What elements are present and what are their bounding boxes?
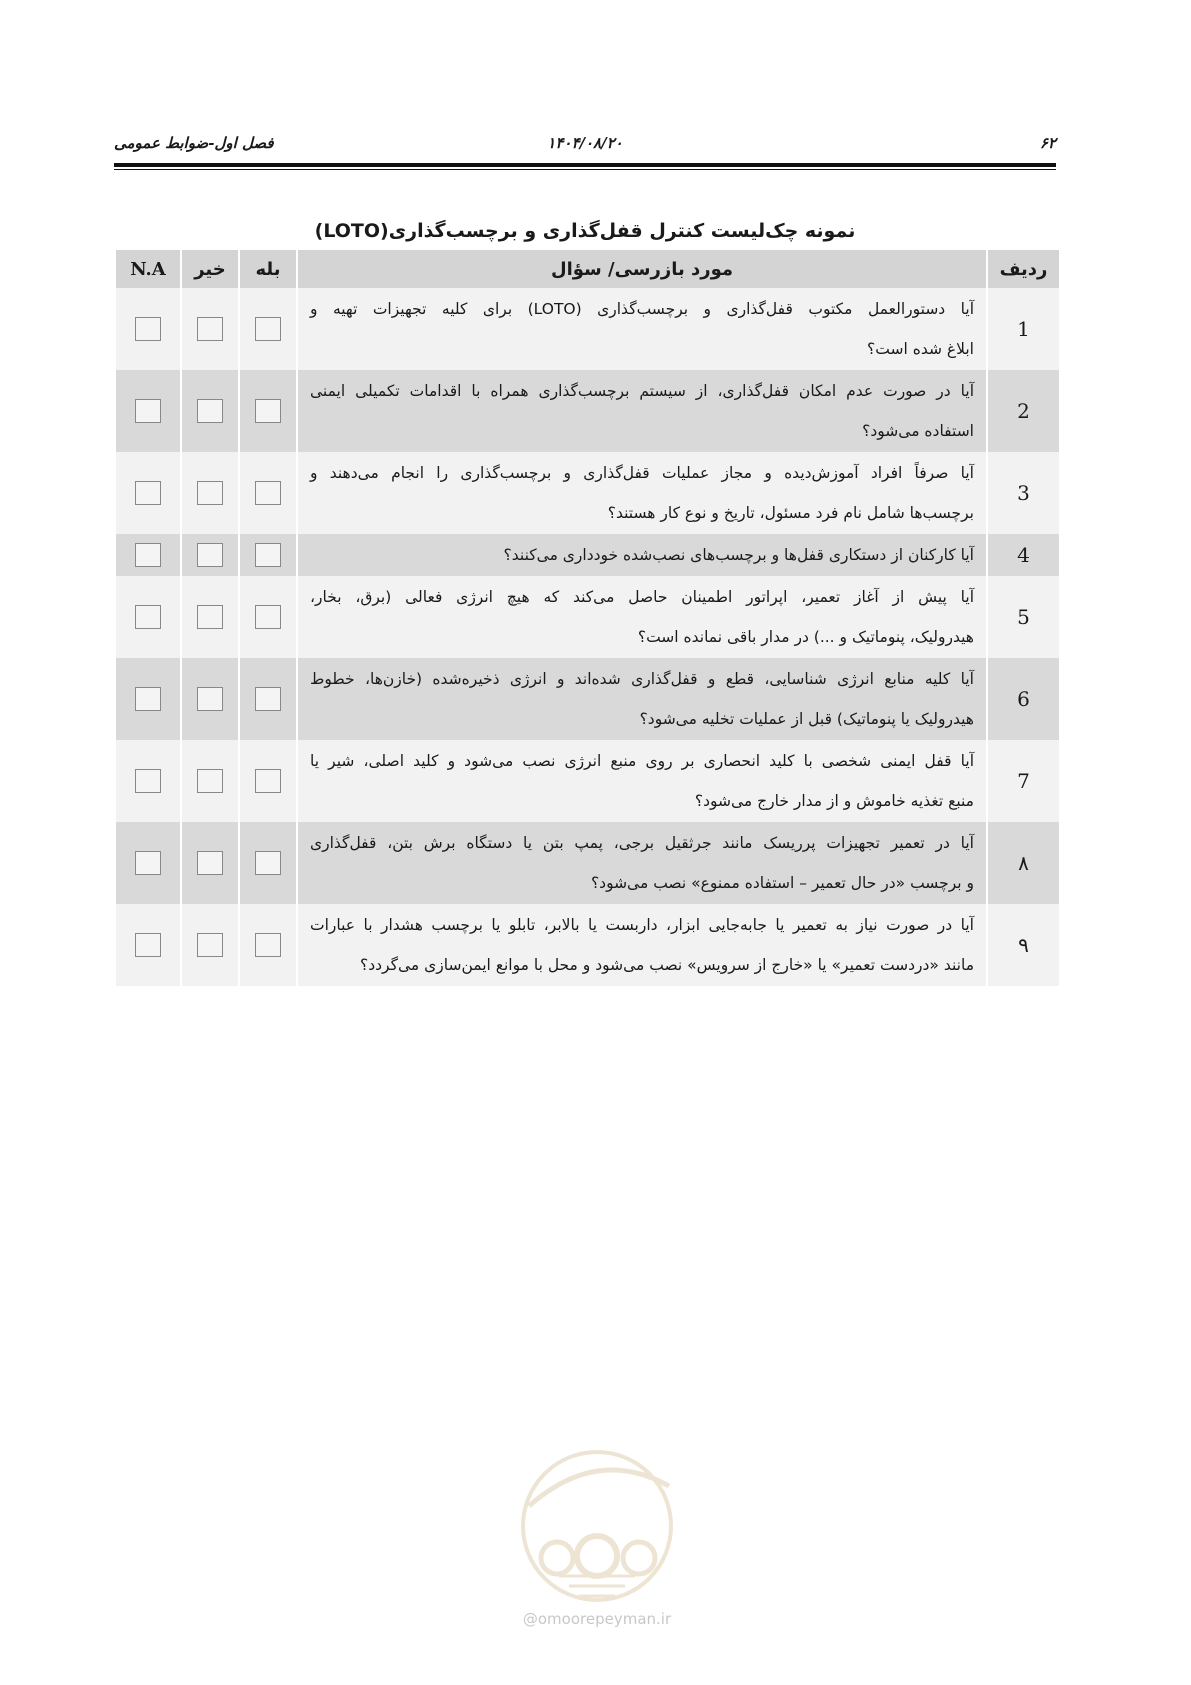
question-text [297, 740, 987, 822]
answer-cell-na [115, 288, 181, 370]
answer-cell-no [181, 904, 239, 986]
row-number: 2 [987, 370, 1059, 452]
table-row [115, 370, 1059, 452]
answer-cell-na [115, 658, 181, 740]
question-line: آیا قفل ایمنی شخصی با کلید انحصاری بر روی منبع انرژی نصب می‌شود و کلید اصلی، شیر یا [310, 752, 974, 770]
question-line: برچسب‌ها شامل نام فرد مسئول، تاریخ و نوع کار هستند؟ [607, 504, 974, 522]
watermark-url: @omoorepeyman.ir [522, 1610, 672, 1628]
row-number: 7 [987, 740, 1059, 822]
row-number: 4 [987, 534, 1059, 576]
table-header-row [115, 250, 1059, 288]
question-line: استفاده می‌شود؟ [862, 422, 974, 440]
checkbox-no[interactable] [197, 317, 223, 341]
table-row [115, 576, 1059, 658]
answer-cell-na [115, 534, 181, 576]
answer-cell-no [181, 534, 239, 576]
row-number: 3 [987, 452, 1059, 534]
checkbox-yes[interactable] [255, 399, 281, 423]
row-number: 6 [987, 658, 1059, 740]
question-line: هیدرولیک، پنوماتیک و ...) در مدار باقی نمانده است؟ [637, 628, 974, 646]
question-line: آیا کارکنان از دستکاری قفل‌ها و برچسب‌های نصب‌شده خودداری می‌کنند؟ [503, 546, 974, 564]
answer-cell-na [115, 740, 181, 822]
question-line: آیا پیش از آغاز تعمیر، اپراتور اطمینان حاصل می‌کند که هیچ انرژی فعالی (برق، بخار، [310, 588, 974, 606]
table-row [115, 822, 1059, 904]
answer-cell-na [115, 904, 181, 986]
col-na: N.A [115, 250, 181, 288]
answer-cell-yes [239, 658, 297, 740]
chapter-title: فصل اول-ضوابط عمومی [114, 134, 274, 152]
table-row [115, 452, 1059, 534]
question-text [297, 452, 987, 534]
checkbox-na[interactable] [135, 543, 161, 567]
question-line: منبع تغذیه خاموش و از مدار خارج می‌شود؟ [694, 792, 974, 810]
checkbox-na[interactable] [135, 933, 161, 957]
answer-cell-no [181, 658, 239, 740]
page-header [114, 126, 1056, 162]
question-line: و برچسب «در حال تعمیر – استفاده ممنوع» نصب می‌شود؟ [590, 874, 974, 892]
question-text [297, 534, 987, 576]
answer-cell-na [115, 452, 181, 534]
question-line: ابلاغ شده است؟ [867, 340, 974, 358]
question-line: هیدرولیک یا پنوماتیک) قبل از عملیات تخلیه می‌شود؟ [639, 710, 974, 728]
checkbox-na[interactable] [135, 687, 161, 711]
checkbox-no[interactable] [197, 481, 223, 505]
answer-cell-no [181, 370, 239, 452]
answer-cell-no [181, 288, 239, 370]
col-yes: بله [239, 250, 297, 288]
answer-cell-yes [239, 452, 297, 534]
checklist-table [114, 250, 1059, 986]
checkbox-no[interactable] [197, 851, 223, 875]
question-text [297, 822, 987, 904]
answer-cell-na [115, 822, 181, 904]
checkbox-yes[interactable] [255, 687, 281, 711]
checkbox-yes[interactable] [255, 851, 281, 875]
table-row [115, 658, 1059, 740]
checkbox-yes[interactable] [255, 605, 281, 629]
table-row [115, 904, 1059, 986]
question-text [297, 658, 987, 740]
question-line: مانند «دردست تعمیر» یا «خارج از سرویس» نصب می‌شود و محل با موانع ایمن‌سازی می‌گردد؟ [360, 956, 974, 974]
checklist-title: نمونه چک‌لیست کنترل قفل‌گذاری و برچسب‌گذاری(LOTO) [314, 220, 856, 242]
question-line: آیا در صورت نیاز به تعمیر یا جابه‌جایی ابزار، داربست یا بالابر، تابلو یا برچسب هشدار با عبارات [310, 916, 974, 934]
checkbox-yes[interactable] [255, 481, 281, 505]
answer-cell-no [181, 740, 239, 822]
checkbox-no[interactable] [197, 543, 223, 567]
checkbox-no[interactable] [197, 933, 223, 957]
page-number: ۶۲ [1039, 134, 1056, 152]
checkbox-na[interactable] [135, 317, 161, 341]
checkbox-na[interactable] [135, 851, 161, 875]
table-row [115, 288, 1059, 370]
checkbox-na[interactable] [135, 481, 161, 505]
table-row [115, 534, 1059, 576]
question-line: آیا در تعمیر تجهیزات پرریسک مانند جرثقیل برجی، پمپ بتن یا دستگاه برش بتن، قفل‌گذاری [310, 834, 974, 852]
checkbox-no[interactable] [197, 605, 223, 629]
question-text [297, 370, 987, 452]
question-text [297, 904, 987, 986]
answer-cell-yes [239, 534, 297, 576]
question-text [297, 288, 987, 370]
row-number: 1 [987, 288, 1059, 370]
answer-cell-no [181, 822, 239, 904]
question-text [297, 576, 987, 658]
answer-cell-yes [239, 740, 297, 822]
question-line: آیا صرفاً افراد آموزش‌دیده و مجاز عملیات قفل‌گذاری و برچسب‌گذاری را انجام می‌دهند و [310, 464, 974, 482]
answer-cell-yes [239, 370, 297, 452]
checkbox-yes[interactable] [255, 933, 281, 957]
checkbox-yes[interactable] [255, 769, 281, 793]
row-number: ۸ [987, 822, 1059, 904]
page-date: ۱۴۰۴/۰۸/۲۰ [547, 134, 623, 152]
checkbox-no[interactable] [197, 769, 223, 793]
question-line: آیا دستورالعمل مکتوب قفل‌گذاری و برچسب‌گذاری (LOTO) برای کلیه تجهیزات تهیه و [310, 300, 975, 318]
col-row-number: ردیف [987, 250, 1059, 288]
header-rule-thin [114, 169, 1056, 170]
table-row [115, 740, 1059, 822]
answer-cell-yes [239, 288, 297, 370]
question-line: آیا در صورت عدم امکان قفل‌گذاری، از سیستم برچسب‌گذاری همراه با اقدامات تکمیلی ایمنی [310, 382, 974, 400]
row-number: ۹ [987, 904, 1059, 986]
answer-cell-na [115, 370, 181, 452]
checkbox-no[interactable] [197, 399, 223, 423]
checkbox-no[interactable] [197, 687, 223, 711]
answer-cell-yes [239, 822, 297, 904]
answer-cell-yes [239, 904, 297, 986]
col-question: مورد بازرسی/ سؤال [297, 250, 987, 288]
answer-cell-yes [239, 576, 297, 658]
checkbox-na[interactable] [135, 769, 161, 793]
checkbox-na[interactable] [135, 605, 161, 629]
header-rule-thick [114, 163, 1056, 167]
omoore-peyman-logo [499, 1446, 695, 1606]
checkbox-yes[interactable] [255, 543, 281, 567]
checkbox-na[interactable] [135, 399, 161, 423]
question-line: آیا کلیه منابع انرژی شناسایی، قطع و قفل‌گذاری شده‌اند و انرژی ذخیره‌شده (خازن‌ها، خطوط [310, 670, 974, 688]
answer-cell-na [115, 576, 181, 658]
answer-cell-no [181, 576, 239, 658]
answer-cell-no [181, 452, 239, 534]
row-number: 5 [987, 576, 1059, 658]
checkbox-yes[interactable] [255, 317, 281, 341]
col-no: خیر [181, 250, 239, 288]
